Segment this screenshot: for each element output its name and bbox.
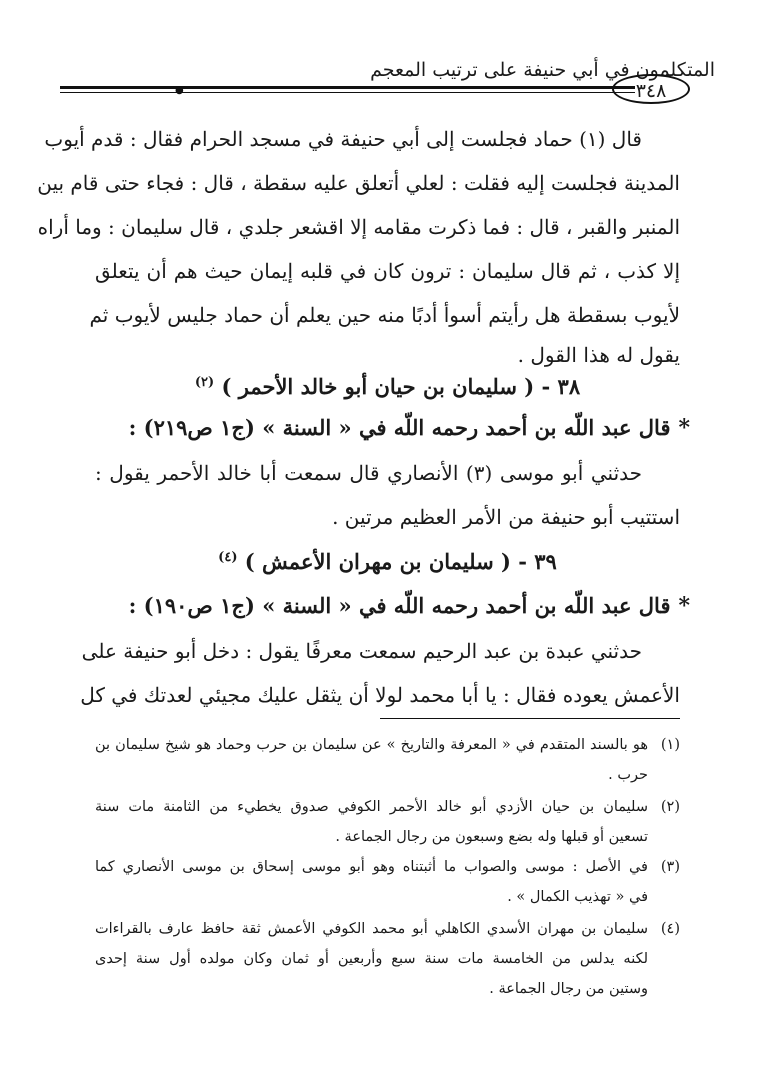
footnote-1 [95,730,680,790]
footnote-line: تسعين أو قبلها وله بضع وسبعون من رجال الجماعة . [335,829,648,845]
header-rule-thick [60,86,635,89]
footnote-ref: (٤) [218,550,238,565]
narration-line: حدثني أبو موسى (٣) الأنصاري قال سمعت أبا خالد الأحمر يقول : [95,461,642,485]
entry-heading-text: ٣٨ - ( سليمان بن حيان أبو خالد الأحمر ) [221,374,581,399]
source-citation-38 [95,406,690,450]
entry-heading-39 [60,540,715,584]
entry-heading-text: ٣٩ - ( سليمان بن مهران الأعمش ) [244,549,557,574]
footnote-line: في « تهذيب الكمال » . [507,889,648,905]
footnote-line: حرب . [608,767,648,783]
footnote-4 [95,914,680,1004]
narration-line: حدثني عبدة بن عبد الرحيم سمعت معرفًا يقول : دخل أبو حنيفة على [81,639,642,663]
footnote-3 [95,852,680,912]
source-citation-39 [95,584,690,628]
source-citation-text: قال عبد اللّه بن أحمد رحمه اللّه في « السنة » (ج١ ص١٩٠) : [128,593,671,618]
footnote-line: لكنه يدلس من الخامسة مات سنة سبع وأربعين أو ثمان وكان مولده أول سنة إحدى [95,951,648,967]
footnote-2 [95,792,680,852]
paragraph-line: المنبر والقبر ، قال : فما ذكرت مقامه إلا اقشعر جلدي ، قال سليمان : وما أراه [37,215,680,239]
paragraph-line: لأيوب بسقطة هل رأيتم أسوأ أدبًا منه حين يعلم أن حماد جليس لأيوب ثم [89,303,680,327]
paragraph-line: قال (١) حماد فجلست إلى أبي حنيفة في مسجد الحرام فقال : قدم أيوب [44,127,642,151]
footnote-line: هو بالسند المتقدم في « المعرفة والتاريخ » عن سليمان بن حرب وحماد هو شيخ سليمان بن [95,737,648,753]
footnote-line: وستين من رجال الجماعة . [489,981,648,997]
running-header-title: المتكلمون في أبي حنيفة على ترتيب المعجم [370,59,715,81]
source-citation-text: قال عبد اللّه بن أحمد رحمه اللّه في « السنة » (ج١ ص٢١٩) : [128,415,671,440]
narration-line: استتيب أبو حنيفة من الأمر العظيم مرتين . [332,505,680,529]
header-rule-thin [60,92,635,93]
narration-line: الأعمش يعوده فقال : يا أبا محمد لولا أن يثقل عليك مجيئي لعدتك في كل [80,683,680,707]
entry-heading-38 [60,365,715,409]
footnote-line: في الأصل : موسى والصواب ما أثبتناه وهو أبو موسى إسحاق بن موسى الأنصاري كما [95,859,648,875]
page-number: ٣٤٨ [612,74,690,104]
paragraph-line: إلا كذب ، ثم قال سليمان : ترون كان في قلبه إيمان حيث هم أن يتعلق [95,259,680,283]
star-marker: * [678,593,690,619]
footnote-number: (٢) [660,799,680,815]
footnote-line: سليمان بن حيان الأزدي أبو خالد الأحمر الكوفي صدوق يخطيء من الثامنة مات سنة [95,799,648,815]
footnote-number: (٣) [660,859,680,875]
paragraph-line: يقول له هذا القول . [517,343,680,367]
header-rule-ornament: ● [175,85,184,96]
footnote-ref: (٢) [194,375,215,390]
footnote-line: سليمان بن مهران الأسدي الكاهلي أبو محمد الكوفي الأعمش ثقة حافظ عارف بالقراءات [95,921,648,937]
footnote-separator [380,718,680,719]
paragraph-line: المدينة فجلست إليه فقلت : لعلي أتعلق عليه سقطة ، قال : فجاء حتى قام بين [37,171,680,195]
footnote-number: (١) [660,737,680,753]
star-marker: * [678,415,690,441]
footnote-number: (٤) [660,921,680,937]
